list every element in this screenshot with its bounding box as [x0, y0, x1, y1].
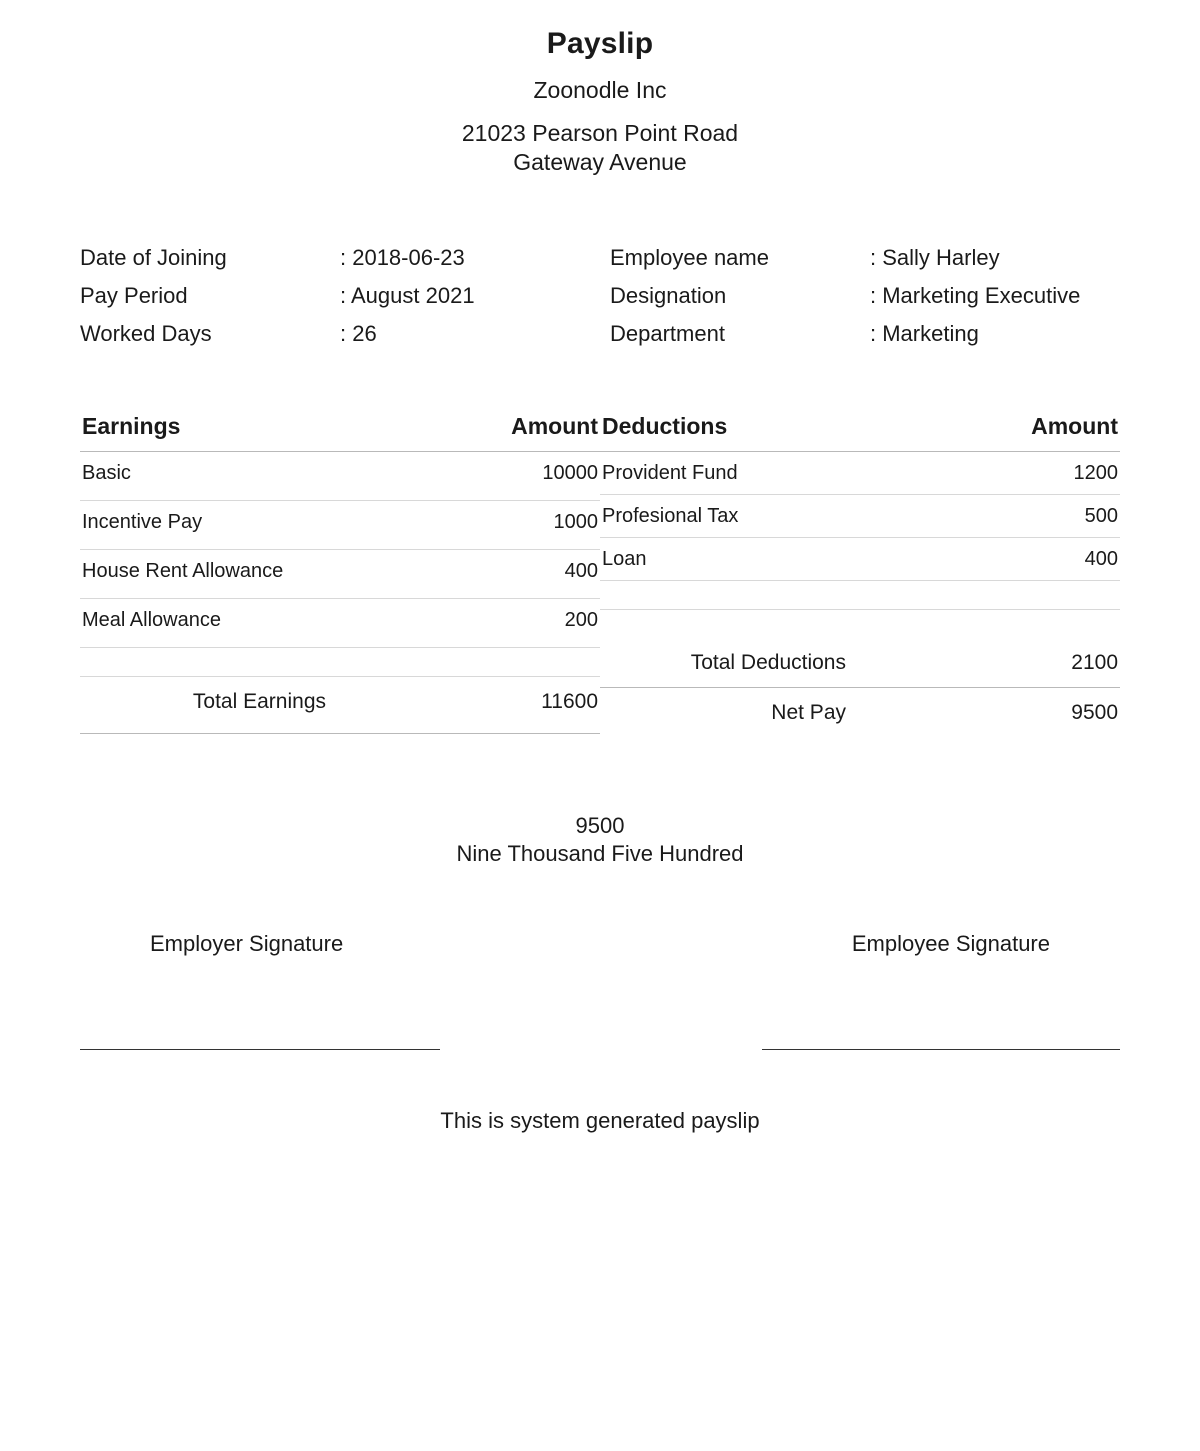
company-address-line-2: Gateway Avenue [513, 149, 687, 176]
earnings-row-amount: 10000 [340, 451, 600, 500]
deductions-row-amount: 500 [860, 494, 1120, 537]
table-row [80, 500, 600, 549]
deductions-total-amount: 2100 [860, 638, 1120, 688]
table-row [80, 598, 600, 647]
earnings-total-label: Total Earnings [80, 676, 340, 733]
value-date-of-joining: : 2018-06-23 [340, 245, 465, 271]
deductions-header-row [600, 413, 1120, 452]
page-title: Payslip [546, 27, 654, 60]
earnings-row-amount: 1000 [340, 500, 600, 549]
table-row [600, 451, 1120, 494]
footer-note: This is system generated payslip [440, 1108, 760, 1134]
employee-signature-label: Employee Signature [851, 931, 1050, 957]
label-pay-period: Pay Period [80, 283, 188, 309]
employee-signature-line [762, 1049, 1120, 1050]
signature-labels [80, 931, 1120, 957]
earnings-row-amount: 400 [340, 549, 600, 598]
earnings-row-amount: 200 [340, 598, 600, 647]
earnings-table [80, 413, 600, 734]
meta-column-left [80, 239, 610, 352]
meta-left-values [340, 239, 610, 352]
employee-meta-block [80, 239, 1120, 352]
value-pay-period: : August 2021 [340, 283, 475, 309]
table-spacer-row [80, 647, 600, 676]
earnings-header-label: Earnings [80, 413, 340, 452]
deductions-table [600, 413, 1120, 734]
deductions-row-label: Loan [600, 537, 860, 580]
earnings-total-amount: 11600 [340, 676, 600, 733]
meta-right-values [870, 239, 1120, 352]
deductions-row-amount: 400 [860, 537, 1120, 580]
table-row [80, 451, 600, 500]
value-department: : Marketing [870, 321, 979, 347]
earnings-row-label: Basic [80, 451, 340, 500]
signature-lines [80, 1049, 1120, 1050]
label-department: Department [610, 321, 725, 347]
net-pay-summary [80, 812, 1120, 869]
deductions-row-label: Profesional Tax [600, 494, 860, 537]
meta-right-labels [610, 239, 870, 352]
earnings-row-label: House Rent Allowance [80, 549, 340, 598]
earnings-total-row [80, 676, 600, 733]
deductions-header-amount: Amount [860, 413, 1120, 452]
meta-left-labels [80, 239, 340, 352]
net-pay-figure: 9500 [575, 812, 625, 838]
table-row [600, 494, 1120, 537]
deductions-row-label: Provident Fund [600, 451, 860, 494]
employer-signature-label: Employer Signature [150, 931, 344, 957]
amounts-tables [80, 413, 1120, 734]
deductions-total-row [600, 638, 1120, 688]
deductions-total-label: Total Deductions [600, 638, 860, 688]
net-pay-label: Net Pay [771, 700, 846, 724]
table-row [600, 537, 1120, 580]
employer-signature-line [80, 1049, 440, 1050]
earnings-row-label: Meal Allowance [80, 598, 340, 647]
table-row [80, 549, 600, 598]
company-name: Zoonodle Inc [533, 77, 667, 103]
earnings-header-amount: Amount [340, 413, 600, 452]
label-worked-days: Worked Days [80, 321, 212, 347]
deductions-row-amount: 1200 [860, 451, 1120, 494]
table-spacer-row [600, 580, 1120, 609]
label-employee-name: Employee name [610, 245, 769, 271]
meta-column-right [610, 239, 1120, 352]
deductions-header-label: Deductions [600, 413, 860, 452]
label-date-of-joining: Date of Joining [80, 245, 227, 271]
earnings-row-label: Incentive Pay [80, 500, 340, 549]
earnings-header-row [80, 413, 600, 452]
company-address [80, 119, 1120, 177]
value-worked-days: : 26 [340, 321, 377, 347]
value-designation: : Marketing Executive [870, 283, 1081, 309]
table-spacer-row [600, 609, 1120, 638]
net-pay-row [600, 687, 1120, 734]
label-designation: Designation [610, 283, 727, 309]
net-pay-amount: 9500 [1071, 700, 1118, 724]
company-address-line-1: 21023 Pearson Point Road [461, 120, 739, 146]
value-employee-name: : Sally Harley [870, 245, 1000, 271]
net-pay-in-words: Nine Thousand Five Hundred [456, 841, 744, 867]
